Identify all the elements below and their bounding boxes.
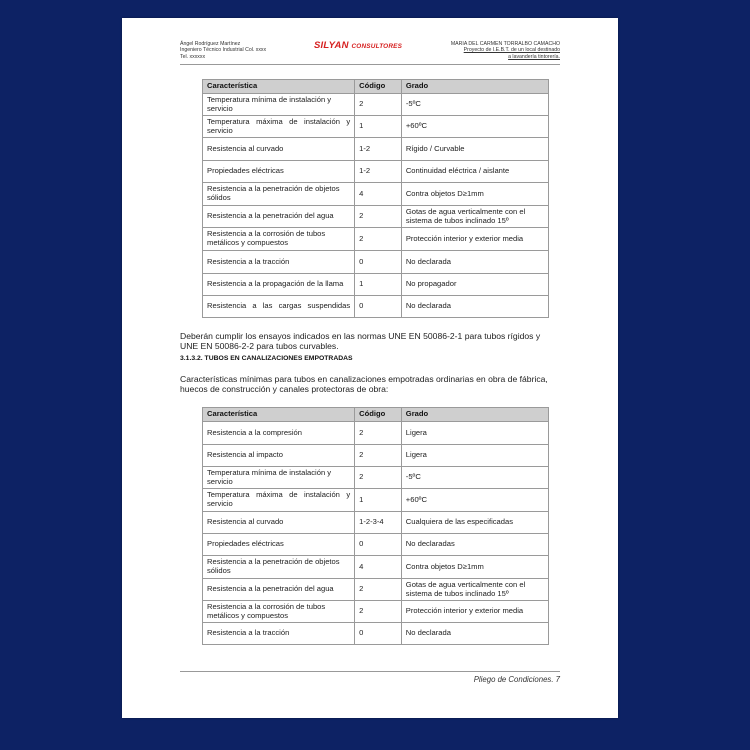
table-cell: 1-2 xyxy=(355,161,402,183)
table-cell: 2 xyxy=(355,94,402,116)
header-project-line2: a lavandería tintorería. xyxy=(508,53,560,60)
document-page xyxy=(122,18,618,718)
company-logo-sub: CONSULTORES xyxy=(351,43,403,50)
company-logo-main: SILYAN xyxy=(314,40,349,51)
table-cell: 0 xyxy=(355,296,402,318)
table-cell: Ligera xyxy=(401,422,548,445)
table-cell: Resistencia a la compresión xyxy=(203,422,355,445)
table-cell: 2 xyxy=(355,228,402,251)
table-cell: 1 xyxy=(355,489,402,512)
table-row xyxy=(203,556,549,579)
column-header-grado: Grado xyxy=(401,80,548,94)
table-cell: Resistencia a la penetración del agua xyxy=(203,579,355,601)
table-cell: 1-2 xyxy=(355,138,402,161)
table-row xyxy=(203,422,549,445)
table-cell: Resistencia al impacto xyxy=(203,445,355,467)
table-cell: 2 xyxy=(355,601,402,623)
table-cell: Rígido / Curvable xyxy=(401,138,548,161)
table-cell: No declaradas xyxy=(401,534,548,556)
table-row xyxy=(203,601,549,623)
table-cell: Temperatura mínima de instalación y servicio xyxy=(203,467,355,489)
company-logo xyxy=(314,40,402,51)
table-row xyxy=(203,579,549,601)
table-cell: Resistencia a la corrosión de tubos metálicos y compuestos xyxy=(203,601,355,623)
table-cell: Protección interior y exterior media xyxy=(401,228,548,251)
table-row xyxy=(203,206,549,228)
table-cell: Temperatura máxima de instalación y servicio xyxy=(203,489,355,512)
table-cell: Resistencia a la penetración de objetos sólidos xyxy=(203,556,355,579)
table-cell: Resistencia a la tracción xyxy=(203,251,355,274)
column-header-caracteristica: Característica xyxy=(203,408,355,422)
table-cell: No declarada xyxy=(401,623,548,645)
table-row xyxy=(203,467,549,489)
header-project-line1: Proyecto de I.E.B.T. de un local destinado xyxy=(463,47,560,54)
table-cell: 4 xyxy=(355,183,402,206)
table-row xyxy=(203,623,549,645)
table-cell: Resistencia a la tracción xyxy=(203,623,355,645)
header-author-phone: Tel. xxxxxx xyxy=(180,53,206,60)
table-cell: Contra objetos D≥1mm xyxy=(401,183,548,206)
table-cell: Propiedades eléctricas xyxy=(203,161,355,183)
header-divider xyxy=(180,64,560,65)
table-cell: 2 xyxy=(355,206,402,228)
table-cell: No propagador xyxy=(401,274,548,296)
table-cell: 2 xyxy=(355,445,402,467)
header-author-block xyxy=(180,41,266,60)
table-cell: 0 xyxy=(355,251,402,274)
table-header-row xyxy=(203,80,549,94)
header-author-name: Ángel Rodríguez Martínez xyxy=(180,41,241,47)
table-row xyxy=(203,138,549,161)
table-cell: 0 xyxy=(355,534,402,556)
footer-divider xyxy=(180,671,560,672)
table-cell: Resistencia al curvado xyxy=(203,512,355,534)
table-cell: Resistencia a la corrosión de tubos metálicos y compuestos xyxy=(203,228,355,251)
column-header-codigo: Código xyxy=(355,80,402,94)
table-row xyxy=(203,489,549,512)
table-cell: Protección interior y exterior media xyxy=(401,601,548,623)
section-title: 3.1.3.2. TUBOS EN CANALIZACIONES EMPOTRADAS xyxy=(180,355,353,362)
header-author-title: Ingeniero Técnico Industrial Col. xxxx xyxy=(180,47,267,54)
page-footer: Pliego de Condiciones. 7 xyxy=(473,675,560,684)
table-row xyxy=(203,512,549,534)
table-cell: Continuidad eléctrica / aislante xyxy=(401,161,548,183)
table-cell: 2 xyxy=(355,579,402,601)
table-cell: Temperatura mínima de instalación y servicio xyxy=(203,94,355,116)
table-row xyxy=(203,94,549,116)
table-cell: No declarada xyxy=(401,296,548,318)
table-cell: Contra objetos D≥1mm xyxy=(401,556,548,579)
table-cell: 1 xyxy=(355,274,402,296)
table-cell: Propiedades eléctricas xyxy=(203,534,355,556)
table-cell: 2 xyxy=(355,422,402,445)
table-cell: +60ºC xyxy=(401,489,548,512)
table-cell: Resistencia a la propagación de la llama xyxy=(203,274,355,296)
table-cell: Gotas de agua verticalmente con el sistema de tubos inclinado 15º xyxy=(401,579,548,601)
header-project-block xyxy=(451,41,560,60)
table-header-row xyxy=(203,408,549,422)
column-header-codigo: Código xyxy=(355,408,402,422)
table-cell: Gotas de agua verticalmente con el sistema de tubos inclinado 15º xyxy=(401,206,548,228)
table-cell: Resistencia a las cargas suspendidas xyxy=(203,296,355,318)
table-row xyxy=(203,534,549,556)
table-cell: 0 xyxy=(355,623,402,645)
column-header-grado: Grado xyxy=(401,408,548,422)
table-cell: Resistencia a la penetración del agua xyxy=(203,206,355,228)
table-cell: Resistencia a la penetración de objetos sólidos xyxy=(203,183,355,206)
table-cell: +60ºC xyxy=(401,116,548,138)
table-cell: 2 xyxy=(355,467,402,489)
table-cell: 1 xyxy=(355,116,402,138)
table-cell: No declarada xyxy=(401,251,548,274)
table-cell: 1-2-3-4 xyxy=(355,512,402,534)
table-cell: -5ºC xyxy=(401,467,548,489)
table-cell: Cualquiera de las especificadas xyxy=(401,512,548,534)
paragraph-une-norms: Deberán cumplir los ensayos indicados en las normas UNE EN 50086-2-1 para tubos rígidos y UNE EN 50086-2-2 para tubos curvables. xyxy=(180,331,541,352)
table-cell: Resistencia al curvado xyxy=(203,138,355,161)
spec-table-surface xyxy=(202,79,549,318)
table-row xyxy=(203,161,549,183)
table-row xyxy=(203,116,549,138)
table-row xyxy=(203,183,549,206)
paragraph-embedded-conduits: Características mínimas para tubos en canalizaciones empotradas ordinarias en obra de fábrica, huecos de construcción y canales protectoras de obra: xyxy=(180,374,548,395)
table-row xyxy=(203,251,549,274)
table-cell: Ligera xyxy=(401,445,548,467)
table-cell: -5ºC xyxy=(401,94,548,116)
header-client-name: MARIA DEL CARMEN TORRALBO CAMACHO xyxy=(450,41,560,47)
table-row xyxy=(203,296,549,318)
spec-table-embedded xyxy=(202,407,549,645)
table-row xyxy=(203,445,549,467)
column-header-caracteristica: Característica xyxy=(203,80,355,94)
table-row xyxy=(203,228,549,251)
table-cell: Temperatura máxima de instalación y servicio xyxy=(203,116,355,138)
table-cell: 4 xyxy=(355,556,402,579)
table-row xyxy=(203,274,549,296)
